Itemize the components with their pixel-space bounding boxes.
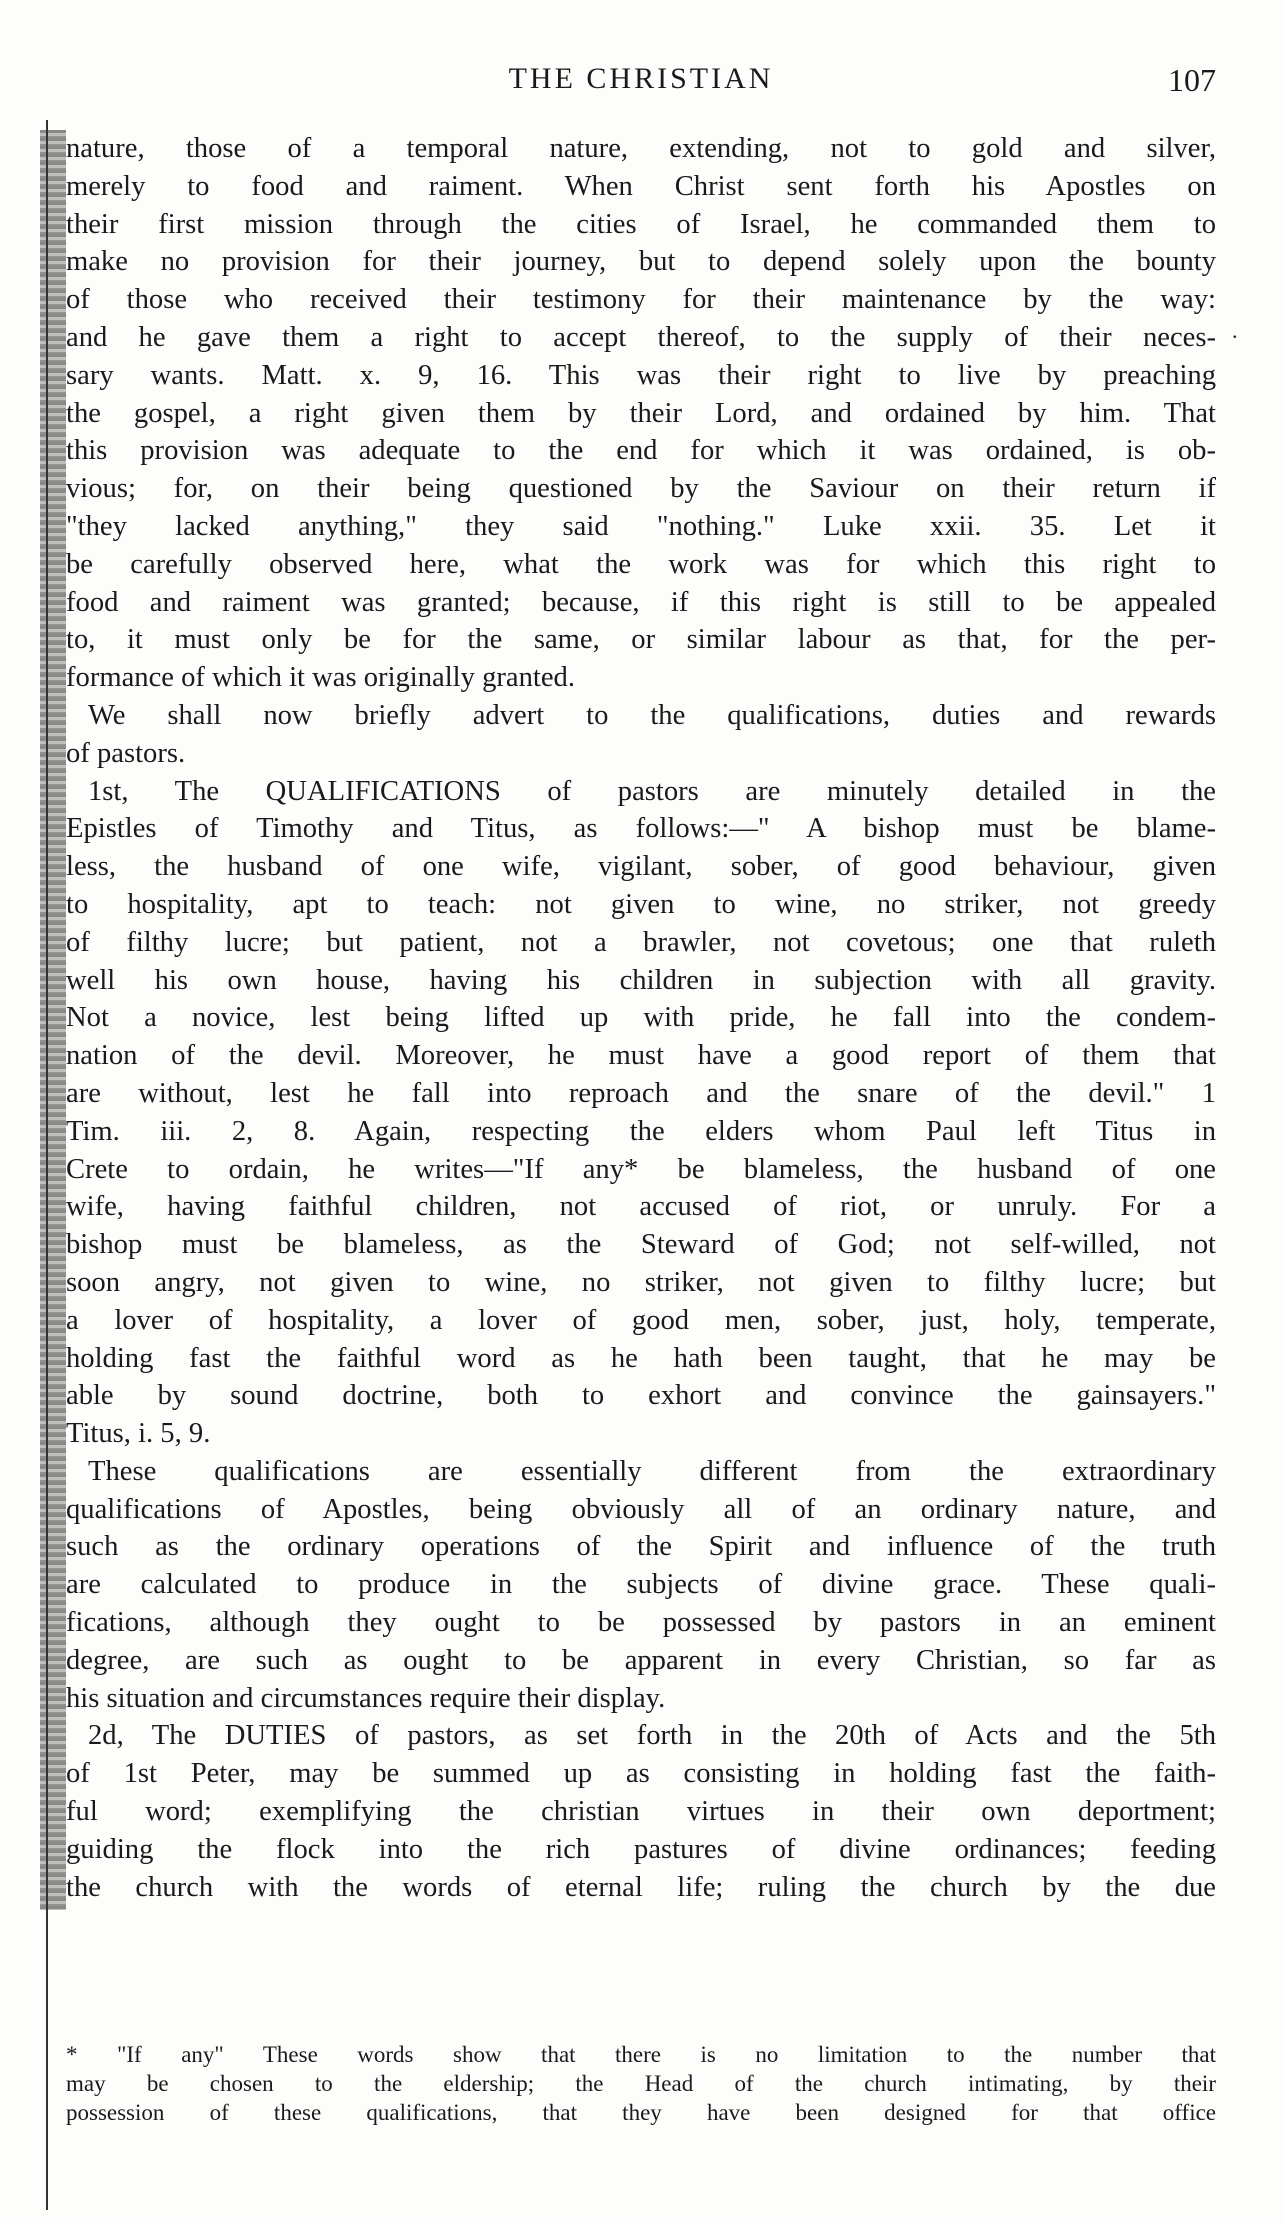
text-line: Titus, i. 5, 9. — [66, 1418, 211, 1450]
text-line: are calculated to produce in the subjects of divine grace. These quali- — [66, 1569, 1216, 1601]
text-line: and he gave them a right to accept thereof, to the supply of their neces- — [66, 321, 1216, 353]
text-line: a lover of hospitality, a lover of good men, sober, just, holy, temperate, — [66, 1304, 1216, 1336]
text-line: his situation and circumstances require their display. — [66, 1682, 666, 1714]
text-line: fications, although they ought to be possessed by pastors in an eminent — [66, 1607, 1216, 1639]
binding-rule — [46, 120, 48, 2210]
text-line: of those who received their testimony for their maintenance by the way: — [66, 284, 1216, 316]
text-line: food and raiment was granted; because, if this right is still to be appealed — [66, 586, 1216, 618]
text-line: 2d, The DUTIES of pastors, as set forth in the 20th of Acts and the 5th — [88, 1720, 1216, 1752]
text-line: We shall now briefly advert to the qualifications, duties and rewards — [88, 699, 1216, 731]
text-line: well his own house, having his children in subjection with all gravity. — [66, 964, 1216, 996]
text-line: holding fast the faithful word as he hath been taught, that he may be — [66, 1342, 1216, 1374]
text-line: of 1st Peter, may be summed up as consisting in holding fast the faith- — [66, 1758, 1216, 1790]
footnote-line: * "If any" These words show that there is no limitation to the number that — [66, 2042, 1216, 2067]
running-title: THE CHRISTIAN — [508, 62, 774, 95]
text-line: their first mission through the cities of Israel, he commanded them to — [66, 208, 1216, 240]
footnote-line: possession of these qualifications, that they have been designed for that office — [66, 2100, 1216, 2125]
text-line: sary wants. Matt. x. 9, 16. This was their right to live by preaching — [66, 359, 1216, 391]
text-line: the church with the words of eternal life; ruling the church by the due — [66, 1871, 1216, 1903]
text-line: are without, lest he fall into reproach and the snare of the devil." 1 — [66, 1077, 1216, 1109]
text-line: Crete to ordain, he writes—"If any* be blameless, the husband of one — [66, 1153, 1216, 1185]
text-line: such as the ordinary operations of the Spirit and influence of the truth — [66, 1531, 1216, 1563]
text-line: Epistles of Timothy and Titus, as follows:—" A bishop must be blame- — [66, 813, 1216, 845]
text-line: bishop must be blameless, as the Steward of God; not self-willed, not — [66, 1229, 1216, 1261]
text-line: guiding the flock into the rich pastures of divine ordinances; feeding — [66, 1833, 1216, 1865]
page-number: 107 — [1168, 62, 1216, 98]
text-line: Not a novice, lest being lifted up with pride, he fall into the condem- — [66, 1002, 1216, 1034]
text-line: soon angry, not given to wine, no striker, not given to filthy lucre; but — [66, 1266, 1216, 1298]
text-line: less, the husband of one wife, vigilant, sober, of good behaviour, given — [66, 851, 1216, 883]
text-line: merely to food and raiment. When Christ sent forth his Apostles on — [66, 170, 1216, 202]
text-line: nature, those of a temporal nature, extending, not to gold and silver, — [66, 133, 1216, 164]
text-line: 1st, The QUALIFICATIONS of pastors are minutely detailed in the — [88, 775, 1216, 807]
text-line: of filthy lucre; but patient, not a brawler, not covetous; one that ruleth — [66, 926, 1216, 958]
text-line: degree, are such as ought to be apparent in every Christian, so far as — [66, 1644, 1216, 1676]
text-line: These qualifications are essentially different from the extraordinary — [88, 1455, 1216, 1487]
binding-edge — [40, 130, 66, 1910]
text-line: able by sound doctrine, both to exhort and convince the gainsayers." — [66, 1380, 1216, 1412]
text-line: qualifications of Apostles, being obviously all of an ordinary nature, and — [66, 1493, 1216, 1525]
text-line: wife, having faithful children, not accused of riot, or unruly. For a — [66, 1191, 1216, 1223]
text-line: ful word; exemplifying the christian virtues in their own deportment; — [66, 1796, 1216, 1828]
footnote-line: may be chosen to the eldership; the Head of the church intimating, by their — [66, 2071, 1216, 2096]
text-line: "they lacked anything," they said "nothing." Luke xxii. 35. Let it — [66, 510, 1216, 542]
text-line: to hospitality, apt to teach: not given to wine, no striker, not greedy — [66, 888, 1216, 920]
text-line: Tim. iii. 2, 8. Again, respecting the elders whom Paul left Titus in — [66, 1115, 1216, 1147]
margin-mark: . — [1232, 318, 1238, 343]
text-line: make no provision for their journey, but to depend solely upon the bounty — [66, 246, 1216, 278]
text-line: this provision was adequate to the end for which it was ordained, is ob- — [66, 435, 1216, 467]
text-line: of pastors. — [66, 737, 186, 769]
body-text — [66, 130, 1216, 1906]
text-line: nation of the devil. Moreover, he must have a good report of them that — [66, 1040, 1216, 1072]
text-line: vious; for, on their being questioned by the Saviour on their return if — [66, 473, 1216, 505]
text-line: formance of which it was originally granted. — [66, 662, 575, 694]
page-header — [66, 62, 1216, 112]
footnote — [66, 2040, 1216, 2127]
text-line: the gospel, a right given them by their Lord, and ordained by him. That — [66, 397, 1216, 429]
text-line: be carefully observed here, what the work was for which this right to — [66, 548, 1216, 580]
text-line: to, it must only be for the same, or similar labour as that, for the per- — [66, 624, 1216, 656]
